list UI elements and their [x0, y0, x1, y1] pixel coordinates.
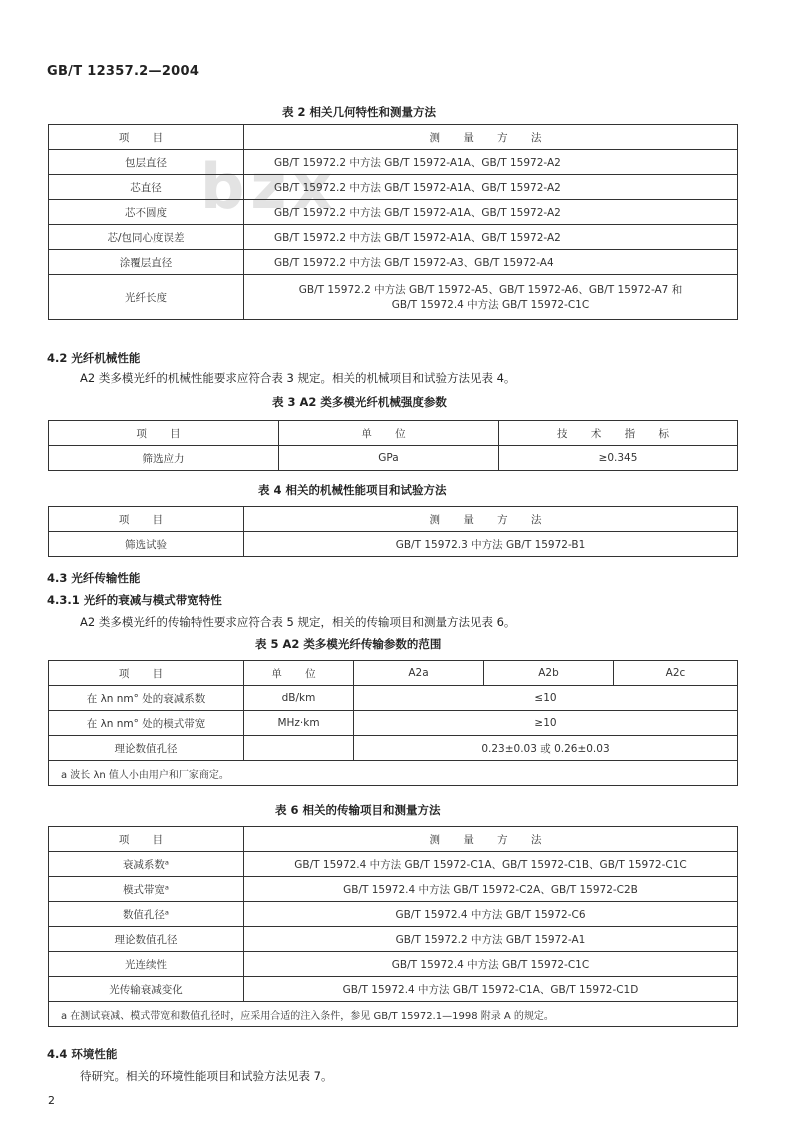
- table6-note-row: [49, 1002, 738, 1027]
- table2-item: 包层直径: [49, 150, 244, 175]
- table3-header-unit: 单 位: [279, 421, 499, 446]
- table-row: [49, 532, 738, 557]
- table5-header-unit: 单 位: [244, 661, 354, 686]
- table2-item: 光纤长度: [49, 275, 244, 320]
- table2-header-row: [49, 125, 738, 150]
- table5-header-row: [49, 661, 738, 686]
- table3-unit: GPa: [279, 446, 499, 471]
- table6-item: 光连续性: [49, 952, 244, 977]
- table-row: [49, 200, 738, 225]
- table-row: [49, 711, 738, 736]
- table5-unit: dB/km: [244, 686, 354, 711]
- table5-header-item: 项 目: [49, 661, 244, 686]
- table6: [48, 826, 738, 1027]
- table6-method: GB/T 15972.4 中方法 GB/T 15972-C1A、GB/T 15972-C1D: [244, 977, 738, 1002]
- table6-header-method: 测 量 方 法: [244, 827, 738, 852]
- table-row: [49, 902, 738, 927]
- table3-spec: ≥0.345: [499, 446, 738, 471]
- table2-item: 芯/包同心度误差: [49, 225, 244, 250]
- table2-item: 芯不圆度: [49, 200, 244, 225]
- table2-method: GB/T 15972.2 中方法 GB/T 15972-A1A、GB/T 15972-A2: [244, 225, 738, 250]
- table4: [48, 506, 738, 557]
- table6-method: GB/T 15972.2 中方法 GB/T 15972-A1: [244, 927, 738, 952]
- table2-header-method: 测 量 方 法: [244, 125, 738, 150]
- table2-item: 涂覆层直径: [49, 250, 244, 275]
- table6-method: GB/T 15972.4 中方法 GB/T 15972-C1C: [244, 952, 738, 977]
- table6-item: 模式带宽ᵃ: [49, 877, 244, 902]
- table-row: [49, 446, 738, 471]
- table5: [48, 660, 738, 786]
- table2-method: GB/T 15972.2 中方法 GB/T 15972-A1A、GB/T 15972-A2: [244, 200, 738, 225]
- table3: [48, 420, 738, 471]
- table6-item: 数值孔径ᵃ: [49, 902, 244, 927]
- table-row: [49, 927, 738, 952]
- table2-header-item: 项 目: [49, 125, 244, 150]
- table2-caption: 表 2 相关几何特性和测量方法: [282, 105, 437, 119]
- table5-unit: [244, 736, 354, 761]
- table4-item: 筛选试验: [49, 532, 244, 557]
- table2-item: 芯直径: [49, 175, 244, 200]
- table5-value: ≤10: [354, 686, 738, 711]
- table-row: [49, 952, 738, 977]
- table6-note: a 在测试衰减、模式带宽和数值孔径时，应采用合适的注入条件，参见 GB/T 15972.1—1998 附录 A 的规定。: [49, 1002, 738, 1027]
- table3-header-row: [49, 421, 738, 446]
- section-4-4-paragraph: 待研究。相关的环境性能项目和试验方法见表 7。: [80, 1069, 333, 1083]
- table5-caption: 表 5 A2 类多模光纤传输参数的范围: [255, 637, 442, 651]
- table4-header-item: 项 目: [49, 507, 244, 532]
- table-row: [49, 736, 738, 761]
- table6-method: GB/T 15972.4 中方法 GB/T 15972-C1A、GB/T 15972-C1B、GB/T 15972-C1C: [244, 852, 738, 877]
- table5-value: 0.23±0.03 或 0.26±0.03: [354, 736, 738, 761]
- section-4-3-1-heading: 4.3.1 光纤的衰减与模式带宽特性: [47, 593, 222, 607]
- table5-note-row: [49, 761, 738, 786]
- table-row: [49, 150, 738, 175]
- table4-caption: 表 4 相关的机械性能项目和试验方法: [258, 483, 447, 497]
- table2-method: GB/T 15972.2 中方法 GB/T 15972-A3、GB/T 15972-A4: [244, 250, 738, 275]
- table6-item: 理论数值孔径: [49, 927, 244, 952]
- table3-item: 筛选应力: [49, 446, 279, 471]
- table2: [48, 124, 738, 320]
- table2-method: [244, 275, 738, 320]
- table3-header-spec: 技 术 指 标: [499, 421, 738, 446]
- table2-method: GB/T 15972.2 中方法 GB/T 15972-A1A、GB/T 15972-A2: [244, 175, 738, 200]
- table5-header-a2b: A2b: [484, 661, 614, 686]
- table2-method: GB/T 15972.2 中方法 GB/T 15972-A1A、GB/T 15972-A2: [244, 150, 738, 175]
- table4-header-method: 测 量 方 法: [244, 507, 738, 532]
- section-4-4-heading: 4.4 环境性能: [47, 1047, 118, 1061]
- table5-value: ≥10: [354, 711, 738, 736]
- section-4-3-1-paragraph: A2 类多模光纤的传输特性要求应符合表 5 规定，相关的传输项目和测量方法见表 6。: [80, 615, 516, 629]
- table5-header-a2a: A2a: [354, 661, 484, 686]
- table-row: [49, 275, 738, 320]
- table4-method: GB/T 15972.3 中方法 GB/T 15972-B1: [244, 532, 738, 557]
- table6-header-row: [49, 827, 738, 852]
- table-row: [49, 877, 738, 902]
- table6-item: 衰减系数ᵃ: [49, 852, 244, 877]
- table6-item: 光传输衰减变化: [49, 977, 244, 1002]
- table3-caption: 表 3 A2 类多模光纤机械强度参数: [272, 395, 447, 409]
- section-4-2-paragraph: A2 类多模光纤的机械性能要求应符合表 3 规定。相关的机械项目和试验方法见表 4。: [80, 371, 516, 385]
- table5-note: a 波长 λn 值人小由用户和厂家商定。: [49, 761, 738, 786]
- table2-method-line1: GB/T 15972.2 中方法 GB/T 15972-A5、GB/T 15972-A6、GB/T 15972-A7 和: [298, 284, 683, 296]
- table-row: [49, 686, 738, 711]
- table3-header-item: 项 目: [49, 421, 279, 446]
- table6-method: GB/T 15972.4 中方法 GB/T 15972-C6: [244, 902, 738, 927]
- table6-caption: 表 6 相关的传输项目和测量方法: [275, 803, 441, 817]
- table6-method: GB/T 15972.4 中方法 GB/T 15972-C2A、GB/T 15972-C2B: [244, 877, 738, 902]
- standard-number: GB/T 12357.2—2004: [47, 64, 200, 79]
- table5-header-a2c: A2c: [614, 661, 738, 686]
- table-row: [49, 977, 738, 1002]
- table-row: [49, 852, 738, 877]
- section-4-2-heading: 4.2 光纤机械性能: [47, 351, 141, 365]
- table-row: [49, 175, 738, 200]
- table5-item: 理论数值孔径: [49, 736, 244, 761]
- table5-unit: MHz·km: [244, 711, 354, 736]
- section-4-3-heading: 4.3 光纤传输性能: [47, 571, 141, 585]
- table-row: [49, 250, 738, 275]
- table5-item: 在 λn nm° 处的衰减系数: [49, 686, 244, 711]
- table5-item: 在 λn nm° 处的模式带宽: [49, 711, 244, 736]
- table2-method-line2: GB/T 15972.4 中方法 GB/T 15972-C1C: [391, 299, 590, 311]
- table-row: [49, 225, 738, 250]
- watermark-logo: bzx: [200, 150, 339, 223]
- table4-header-row: [49, 507, 738, 532]
- page-number: 2: [48, 1094, 55, 1107]
- table6-header-item: 项 目: [49, 827, 244, 852]
